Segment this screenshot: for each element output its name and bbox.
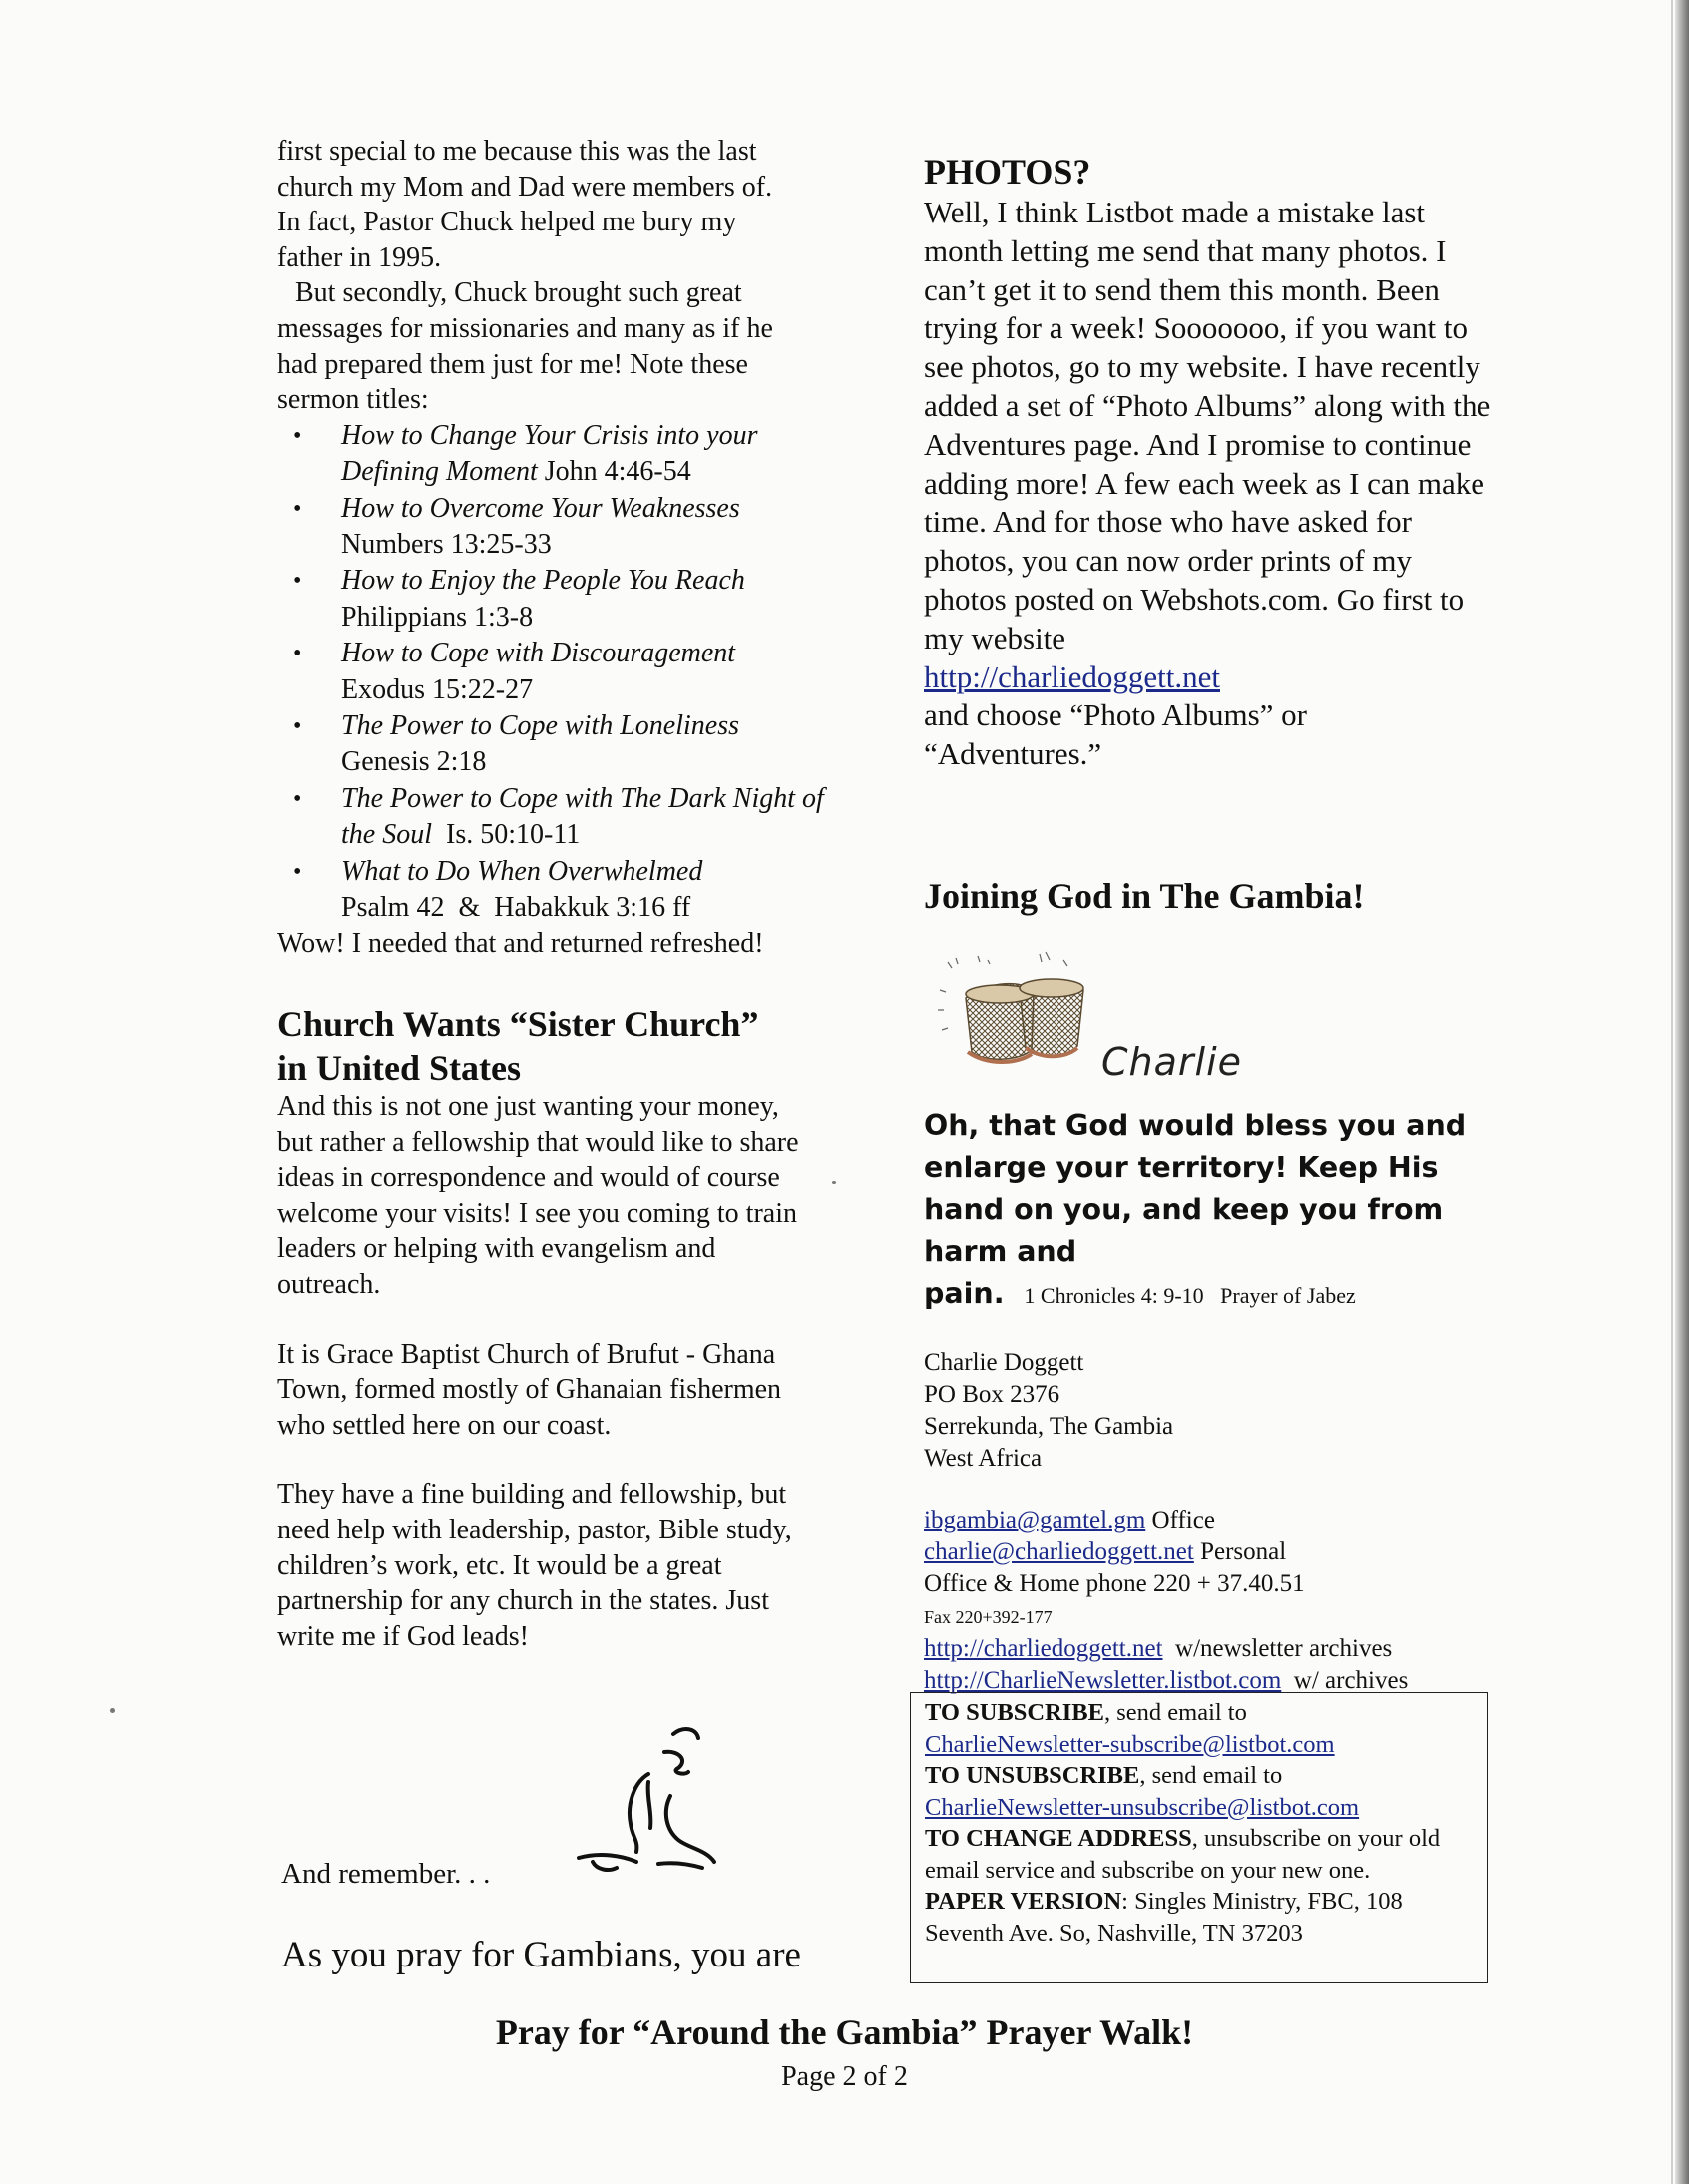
scripture-ref: Exodus 15:22-27 <box>341 673 534 705</box>
text-line: first special to me because this was the last <box>277 136 757 167</box>
text-line: messages for missionaries and many as if he <box>277 312 773 344</box>
text-line: church my Mom and Dad were members of. <box>277 171 773 203</box>
sister-paragraph-2: It is Grace Baptist Church of Brufut - Ghana Town, formed mostly of Ghanaian fishermen who settled here on our coast. <box>277 1338 782 1441</box>
text-line: had prepared them just for me! Note these <box>277 348 748 380</box>
sermon-item <box>341 781 836 854</box>
joining-heading: Joining God in The Gambia! <box>924 875 1365 916</box>
unsubscribe-email-link[interactable]: CharlieNewsletter-unsubscribe@listbot.com <box>925 1793 1360 1821</box>
intro-paragraph <box>277 134 836 275</box>
scripture-ref: Psalm 42 & Habakkuk 3:16 ff <box>341 892 691 924</box>
contact-info <box>924 1505 1492 1697</box>
sermon-item <box>341 708 836 781</box>
paper-version-label: PAPER VERSION <box>925 1888 1122 1915</box>
jabez-text: Oh, that God would bless you and enlarge your territory! Keep His hand on you, and keep you from harm and pain. <box>924 1109 1467 1310</box>
charlie-signature: Charlie <box>1101 1040 1243 1084</box>
scripture-ref: Numbers 13:25-33 <box>341 528 552 560</box>
sermon-item <box>341 636 836 708</box>
office-email-link[interactable]: ibgambia@gamtel.gm <box>924 1507 1146 1533</box>
unsubscribe-text: , send email to <box>1139 1762 1283 1789</box>
sermon-title: How to Overcome Your Weaknesses <box>341 492 740 524</box>
text-line: In fact, Pastor Chuck helped me bury my <box>277 207 737 238</box>
scan-speck <box>110 1708 115 1713</box>
drum-icon <box>928 950 1107 1080</box>
subscribe-text: , send email to <box>1103 1699 1247 1726</box>
jabez-section <box>924 1105 1492 1697</box>
sermon-title: What to Do When Overwhelmed <box>341 855 703 887</box>
text-line: sermon titles: <box>277 384 429 416</box>
sermon-item <box>341 418 836 491</box>
photos-after: and choose “Photo Albums” or “Adventures.” <box>924 697 1308 772</box>
sermon-title: How to Enjoy the People You Reach <box>341 565 745 597</box>
site-note: w/ archives <box>1293 1667 1409 1694</box>
website-link[interactable]: http://charliedoggett.net <box>924 1635 1163 1662</box>
sister-paragraph-3: They have a fine building and fellowship, but need help with leadership, pastor, Bible study, children’s work, etc. It would be a great partnership for any church in the states. Just write me if God leads! <box>277 1479 792 1652</box>
scripture-ref: John 4:46-54 <box>544 456 691 488</box>
text-line: father in 1995. <box>277 241 442 273</box>
website-link[interactable]: http://charliedoggett.net <box>924 658 1220 694</box>
subscribe-email-link[interactable]: CharlieNewsletter-subscribe@listbot.com <box>925 1730 1335 1758</box>
address-line: Serrekunda, The Gambia <box>924 1413 1174 1440</box>
address-line: PO Box 2376 <box>924 1381 1060 1408</box>
jabez-prayer <box>924 1105 1492 1317</box>
unsubscribe-label: TO UNSUBSCRIBE <box>925 1762 1140 1789</box>
sister-church-heading <box>277 1002 836 1090</box>
sermon-list <box>277 418 836 927</box>
heading-line: in United States <box>277 1048 522 1089</box>
subscribe-box <box>910 1692 1488 1983</box>
photos-link-line <box>924 658 1492 697</box>
mailing-address <box>924 1347 1492 1475</box>
phone-number: Office & Home phone 220 + 37.40.51 <box>924 1570 1305 1597</box>
sermon-item <box>341 491 836 564</box>
fax-number: Fax 220+392-177 <box>924 1607 1053 1627</box>
listbot-link[interactable]: http://CharlieNewsletter.listbot.com <box>924 1667 1282 1694</box>
jabez-citation: 1 Chronicles 4: 9-10 Prayer of Jabez <box>1024 1283 1356 1308</box>
wow-line: Wow! I needed that and returned refreshed! <box>277 928 764 960</box>
heading-line: Church Wants “Sister Church” <box>277 1004 759 1045</box>
personal-label: Personal <box>1200 1538 1287 1565</box>
sermon-item <box>341 854 836 927</box>
office-label: Office <box>1151 1507 1215 1533</box>
change-address-text: , unsubscribe on your old email service and subscribe on your new one. <box>925 1825 1441 1884</box>
scripture-ref: Is. 50:10-11 <box>446 819 581 851</box>
photos-text: Well, I think Listbot made a mistake last month letting me send that many photos. I can’t get it to send them this month. Been trying for a week! Sooooooo, if you want to see photos, go to my website. I have recently added a set of “Photo Albums” along with the Adventures page. And I promise to continue adding more! A few each week as I can make time. And for those who have asked for photos, you can now order prints of my photos posted on Webshots.com. Go first to my website <box>924 195 1491 655</box>
photos-heading: PHOTOS? <box>924 152 1091 192</box>
page-number: Page 2 of 2 <box>781 2061 908 2092</box>
sermon-item <box>341 563 836 636</box>
sermon-title: The Power to Cope with Loneliness <box>341 710 739 741</box>
address-line: West Africa <box>924 1445 1043 1472</box>
paper-version-text: : Singles Ministry, FBC, 108 Seventh Ave. So, Nashville, TN 37203 <box>925 1888 1403 1947</box>
scan-edge <box>1675 0 1689 2184</box>
left-column <box>277 134 836 1654</box>
sermon-title: How to Change Your Crisis into your Defining Moment <box>341 419 758 488</box>
sermon-title: How to Cope with Discouragement <box>341 638 736 669</box>
address-line: Charlie Doggett <box>924 1349 1084 1376</box>
sister-paragraph-1: And this is not one just wanting your money, but rather a fellowship that would like to share ideas in correspondence and would of course welcome your visits! I see you coming to train leaders or helping with evangelism and outreach. <box>277 1092 799 1300</box>
text-line: But secondly, Chuck brought such great <box>295 277 742 309</box>
subscribe-label: TO SUBSCRIBE <box>925 1699 1104 1726</box>
scan-edge-line <box>1671 0 1673 2184</box>
site-note: w/newsletter archives <box>1175 1635 1393 1662</box>
pray-line: As you pray for Gambians, you are <box>281 1935 801 1975</box>
personal-email-link[interactable]: charlie@charliedoggett.net <box>924 1538 1194 1565</box>
sermon-title: The Power to Cope with The Dark Night of the Soul <box>341 782 824 851</box>
sermon-intro-paragraph <box>277 275 836 417</box>
right-column <box>924 150 1492 918</box>
praying-figure-icon <box>539 1712 728 1892</box>
scripture-ref: Philippians 1:3-8 <box>341 601 534 633</box>
footer-title: Pray for “Around the Gambia” Prayer Walk! <box>495 2012 1194 2052</box>
scripture-ref: Genesis 2:18 <box>341 746 487 778</box>
change-address-label: TO CHANGE ADDRESS <box>925 1825 1192 1852</box>
remember-text: And remember. . . <box>281 1858 491 1890</box>
